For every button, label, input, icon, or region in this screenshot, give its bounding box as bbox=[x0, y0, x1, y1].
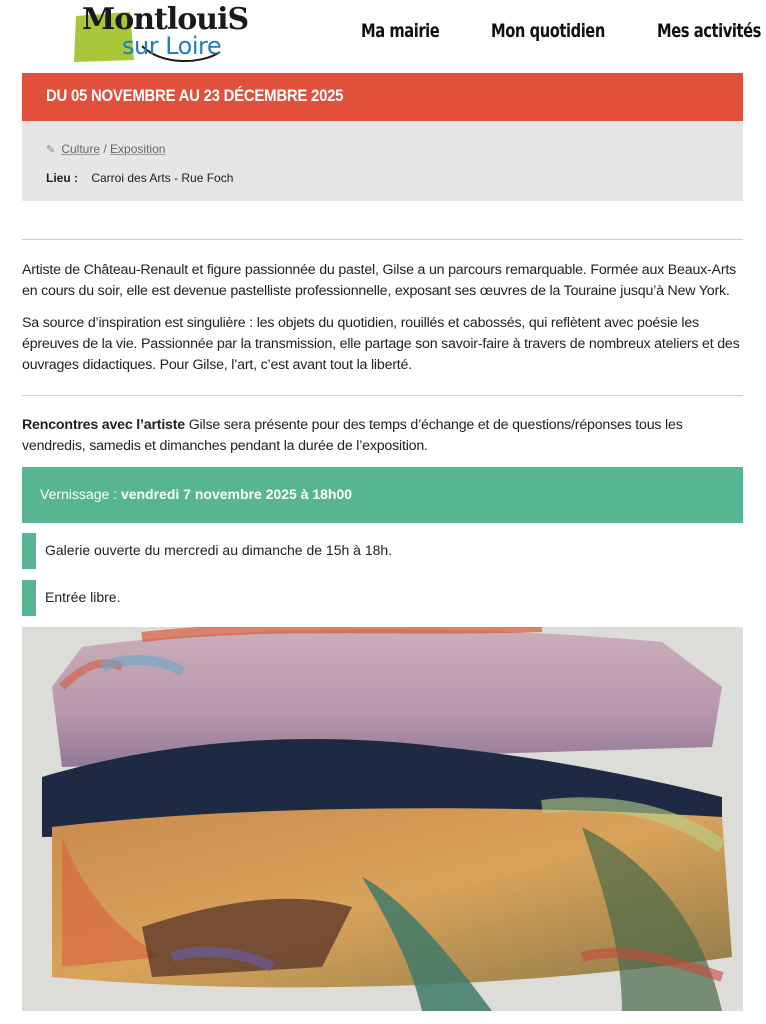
event-info-box bbox=[22, 121, 743, 201]
description-paragraph-1: Artiste de Château-Renault et figure passionnée du pastel, Gilse a un parcours remarquable. Formée aux Beaux-Arts en cours du soir, elle est devenue pastelliste professionnelle, exposant ses œuvres de la Touraine jusqu’à New York. bbox=[22, 262, 736, 299]
site-header bbox=[0, 0, 766, 72]
event-date-text: DU 05 NOVEMBRE AU 23 DÉCEMBRE 2025 bbox=[46, 86, 344, 105]
rencontres-text: Gilse sera présente pour des temps d’échange et de questions/réponses tous les vendredis, samedis et dimanches pendant la durée de l’exposition. bbox=[22, 417, 683, 454]
description-paragraph-2: Sa source d’inspiration est singulière : les objets du quotidien, rouillés et cabossés, qui reflètent avec poésie les épreuves de la vie. Passionnée par la transmission, elle partage son savoir-faire à travers de nombreux ateliers et des ouvrages didactiques. Pour Gilse, l’art, c’est avant tout la liberté. bbox=[22, 315, 740, 373]
entry-note bbox=[22, 580, 743, 616]
rencontres-heading: Rencontres avec l’artiste bbox=[22, 417, 185, 433]
divider bbox=[22, 395, 743, 396]
entry-text: Entrée libre. bbox=[45, 589, 121, 605]
location-label: Lieu : bbox=[46, 171, 78, 185]
logo-text-montlouis: MontlouiS bbox=[82, 2, 249, 37]
logo-text-sur-loire: sur Loire bbox=[122, 32, 222, 60]
vernissage-label: Vernissage : bbox=[40, 486, 121, 502]
category-tags bbox=[46, 142, 165, 156]
pencil-icon: ✎ bbox=[46, 144, 56, 156]
rencontres-paragraph bbox=[22, 415, 743, 457]
nav-mes-activites[interactable]: Mes activités bbox=[657, 20, 761, 42]
opening-hours-note bbox=[22, 533, 743, 569]
vernissage-banner bbox=[22, 467, 743, 523]
event-date-banner bbox=[22, 73, 743, 121]
pastel-artwork-image bbox=[22, 627, 743, 1011]
vernissage-date: vendredi 7 novembre 2025 à 18h00 bbox=[120, 486, 353, 502]
note-accent-bar bbox=[22, 580, 36, 616]
location-value: Carroi des Arts - Rue Foch bbox=[91, 171, 234, 185]
pastel-landscape-painting bbox=[22, 627, 743, 1011]
main-nav bbox=[0, 20, 766, 50]
note-accent-bar bbox=[22, 533, 36, 569]
opening-hours-text: Galerie ouverte du mercredi au dimanche de 15h à 18h. bbox=[45, 542, 393, 558]
event-location bbox=[46, 171, 233, 185]
tag-separator: / bbox=[100, 142, 111, 156]
nav-ma-mairie[interactable]: Ma mairie bbox=[361, 20, 440, 42]
tag-exposition-link[interactable]: Exposition bbox=[110, 142, 166, 156]
vernissage-text bbox=[40, 486, 352, 502]
nav-mon-quotidien[interactable]: Mon quotidien bbox=[491, 20, 605, 42]
divider bbox=[22, 239, 743, 240]
tag-culture-link[interactable]: Culture bbox=[61, 142, 101, 156]
